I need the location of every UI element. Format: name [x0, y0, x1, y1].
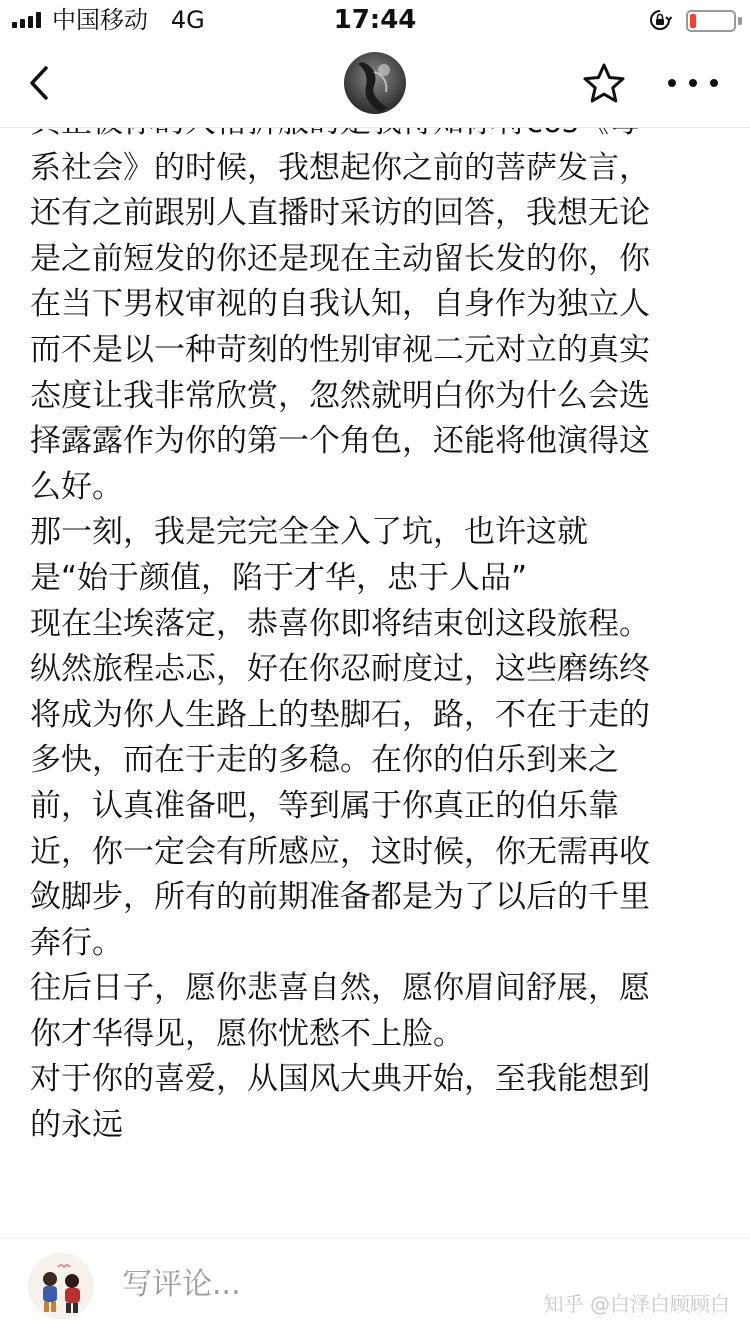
article-line: 那一刻，我是完完全全入了坑，也许这就: [30, 514, 588, 551]
user-avatar[interactable]: [28, 1253, 94, 1319]
article-body[interactable]: [0, 96, 750, 1226]
network-type: 4G: [170, 6, 205, 34]
article-line: 多快，而在于走的多稳。在你的伯乐到来之: [30, 742, 619, 779]
more-dot: [710, 79, 718, 87]
comment-input[interactable]: 写评论...: [122, 1267, 241, 1302]
battery-cap: [738, 17, 742, 25]
status-bar: [0, 0, 750, 40]
user-avatar-image: [28, 1253, 94, 1319]
article-line: 在当下男权审视的自我认知，自身作为独立人: [30, 286, 650, 323]
article-line: 现在尘埃落定，恭喜你即将结束创这段旅程。: [30, 605, 650, 642]
orientation-lock-icon: [648, 8, 672, 32]
article-line: 前，认真准备吧，等到属于你真正的伯乐靠: [30, 787, 619, 824]
article-line: 对于你的喜爱，从国风大典开始，至我能想到: [30, 1061, 650, 1098]
article-line: 你才华得见，愿你忧愁不上脸。: [30, 1015, 464, 1052]
star-icon[interactable]: [580, 60, 628, 108]
battery-level: [690, 14, 696, 28]
article-line: 是之前短发的你还是现在主动留长发的你，你: [30, 240, 650, 277]
article-line: 态度让我非常欣赏，忽然就明白你为什么会选: [30, 377, 650, 414]
article-line: 系社会》的时候，我想起你之前的菩萨发言，: [30, 149, 650, 186]
article-line: 的永远: [30, 1107, 123, 1144]
status-time: 17:44: [333, 5, 417, 35]
article-line: 么好。: [30, 468, 123, 505]
watermark: 知乎 @白泽白顾顾白: [543, 1292, 730, 1316]
comment-bar: [0, 1238, 750, 1334]
article-line: 将成为你人生路上的垫脚石，路，不在于走的: [30, 696, 650, 733]
more-dot: [689, 79, 697, 87]
article-line: 还有之前跟别人直播时采访的回答，我想无论: [30, 195, 650, 232]
battery-icon: [686, 10, 736, 32]
article-line: 奔行。: [30, 924, 123, 961]
carrier-name: 中国移动: [52, 6, 148, 34]
nav-bar: [0, 40, 750, 128]
more-dot: [668, 79, 676, 87]
article-line: 纵然旅程忐忑，好在你忍耐度过，这些磨练终: [30, 651, 650, 688]
author-avatar-image: [344, 52, 406, 114]
article-line: 往后日子，愿你悲喜自然，愿你眉间舒展，愿: [30, 970, 650, 1007]
article-text: [30, 100, 724, 1149]
article-line: 而不是以一种苛刻的性别审视二元对立的真实: [30, 331, 650, 368]
article-line: 择露露作为你的第一个角色，还能将他演得这: [30, 423, 650, 460]
article-line: 敛脚步，所有的前期准备都是为了以后的千里: [30, 879, 650, 916]
chevron-left-icon[interactable]: [18, 60, 64, 106]
article-line: 是“始于颜值，陷于才华，忠于人品”: [30, 559, 528, 596]
more-horizontal-icon[interactable]: [668, 68, 718, 98]
author-avatar[interactable]: [344, 52, 406, 114]
article-line: 近，你一定会有所感应，这时候，你无需再收: [30, 833, 650, 870]
